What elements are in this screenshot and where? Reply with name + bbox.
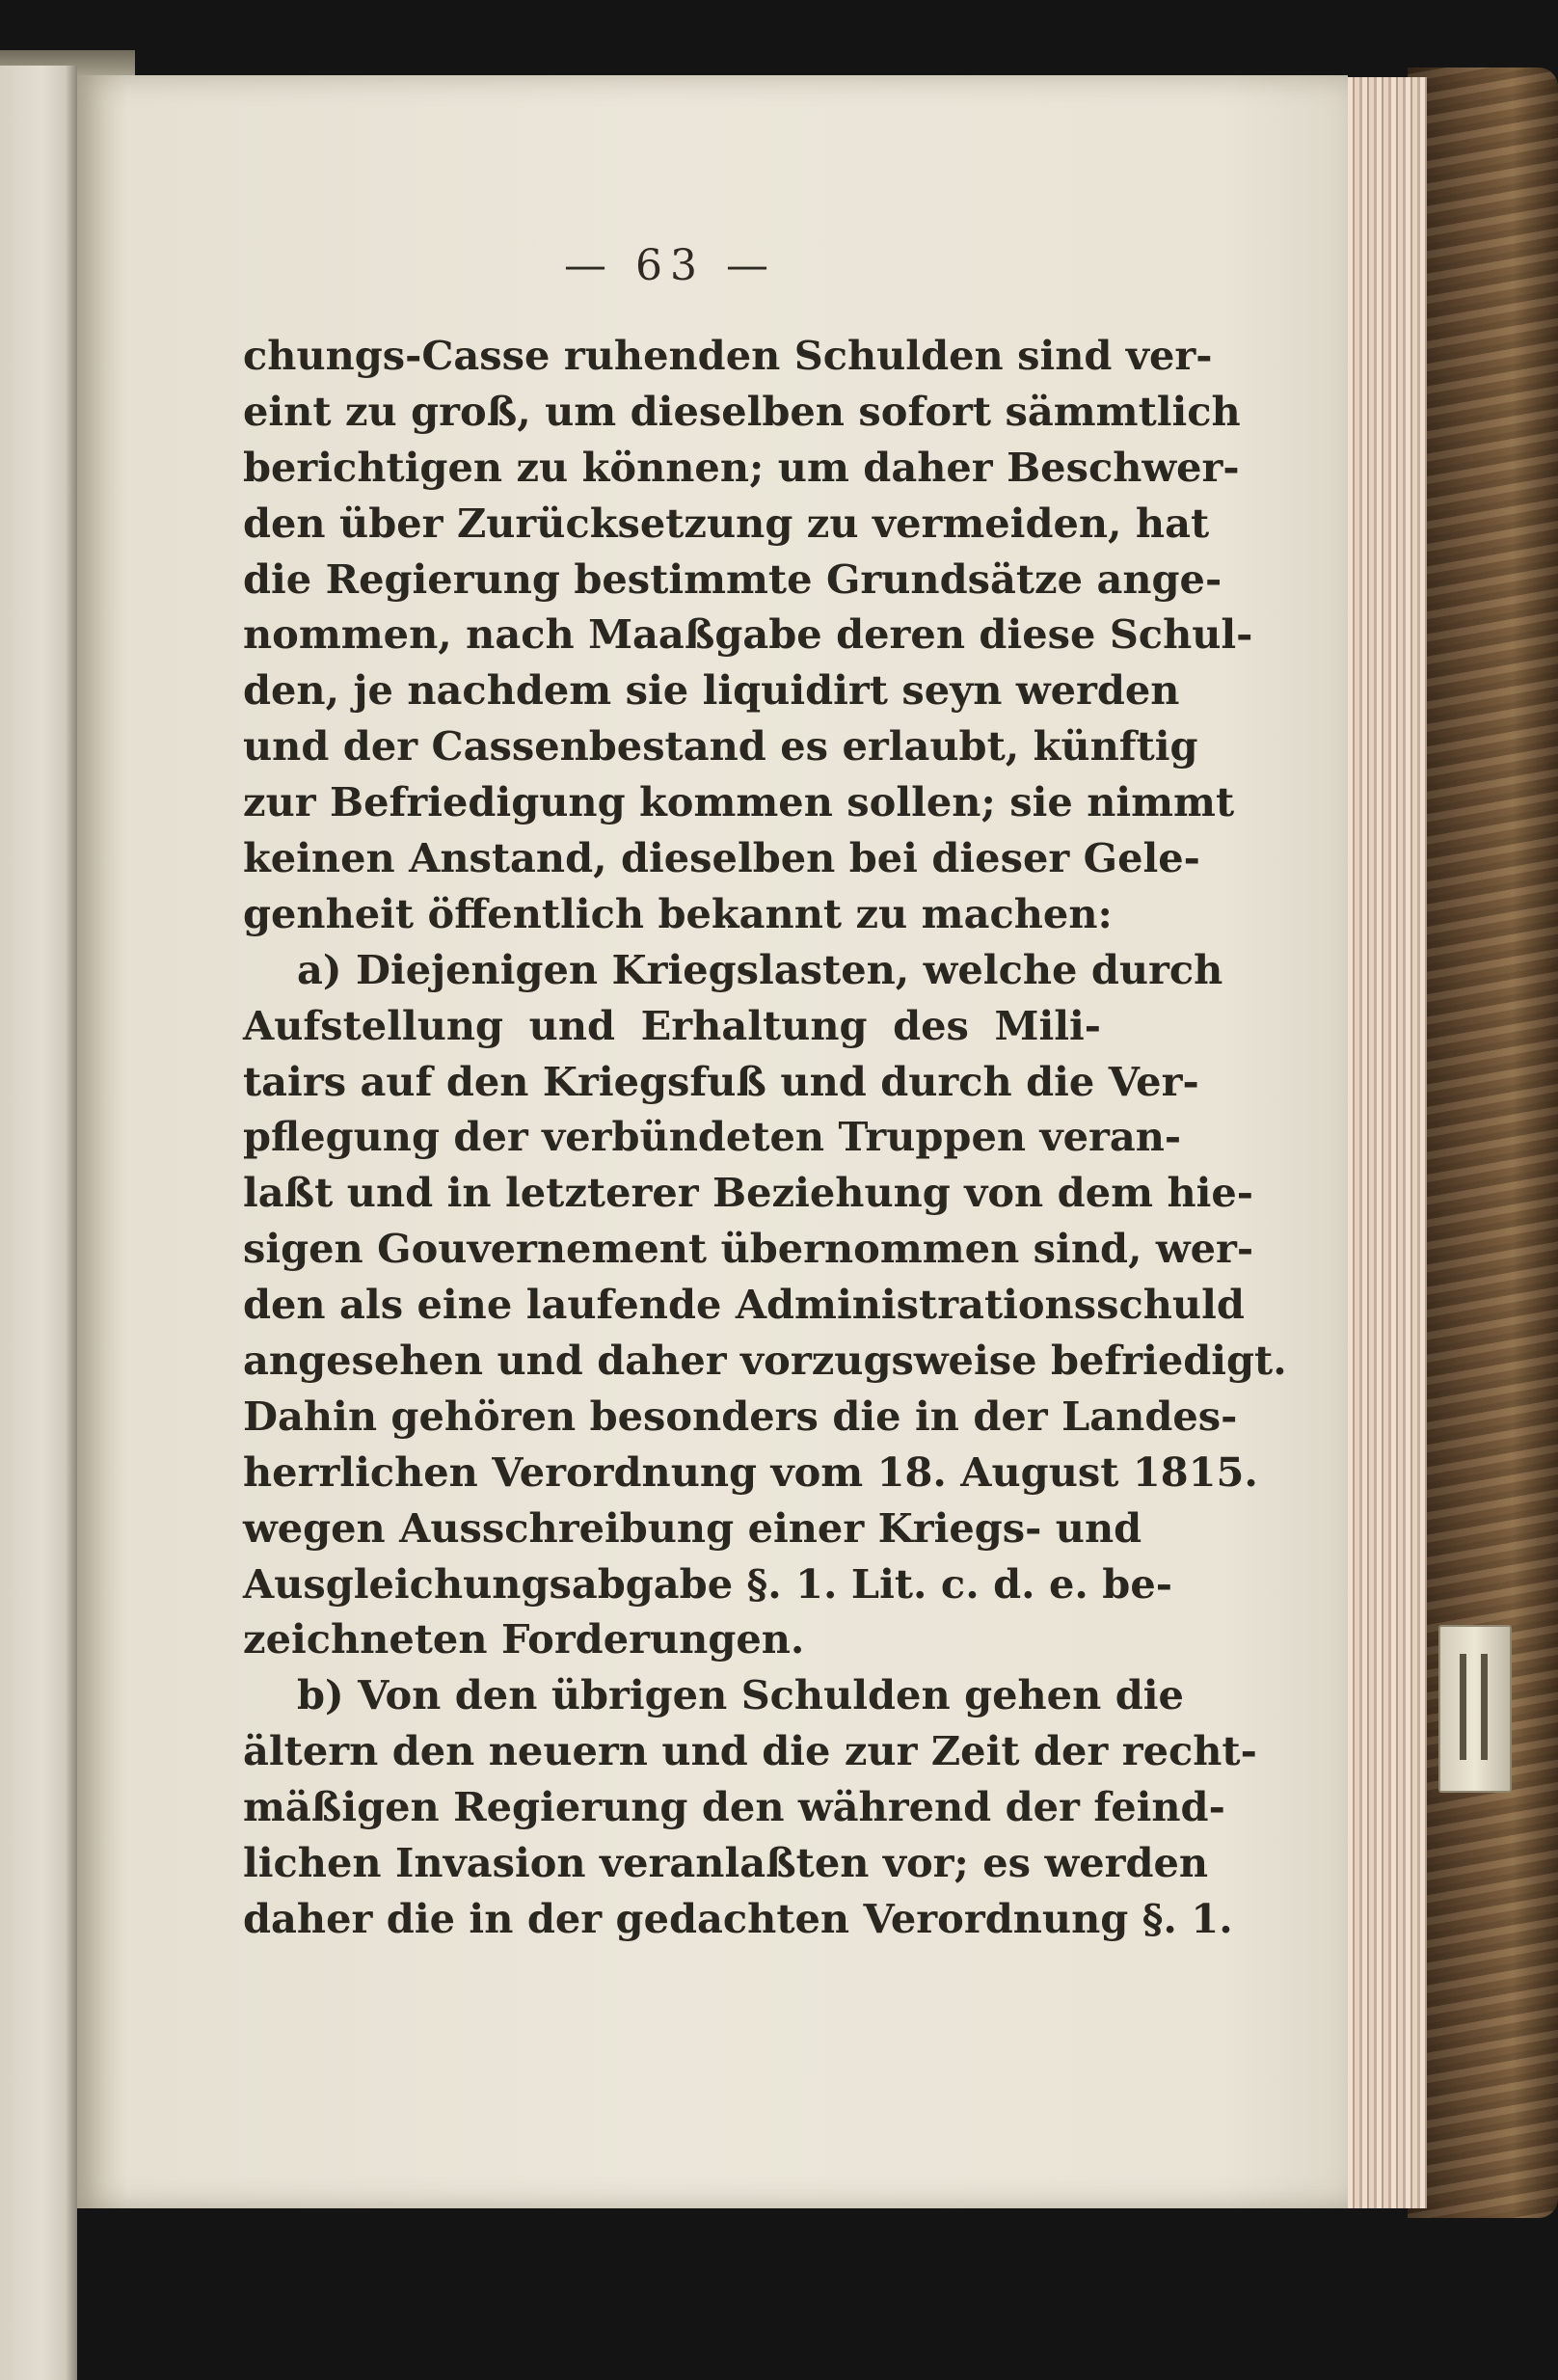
text-line: b) Von den übrigen Schulden gehen die [297,1671,1184,1719]
text-line: Ausgleichungsabgabe §. 1. Lit. c. d. e. be- [243,1559,1172,1608]
text-line: ältern den neuern und die zur Zeit der recht- [243,1727,1257,1775]
book-cover-edge [1408,68,1558,2218]
page-text [243,328,1287,1947]
text-line: eint zu groß, um dieselben sofort sämmtlich [243,387,1241,435]
text-line: wegen Ausschreibung einer Kriegs- und [243,1503,1142,1552]
text-line: chungs-Casse ruhenden Schulden sind ver- [243,332,1213,379]
text-line: keinen Anstand, dieselben bei dieser Gele- [243,834,1200,882]
text-line: lichen Invasion veranlaßten vor; es werden [243,1839,1209,1887]
text-line: a) Diejenigen Kriegslasten, welche durch [297,945,1223,993]
text-line: herrlichen Verordnung vom 18. August 1815. [243,1447,1258,1496]
page-stack [1340,77,1427,2208]
text-line: angesehen und daher vorzugsweise befriedigt. [243,1337,1287,1385]
text-line: pflegung der verbündeten Truppen veran- [243,1113,1182,1161]
text-line: Aufstellung und Erhaltung des Mili- [243,1001,1101,1049]
text-line: und der Cassenbestand es erlaubt, künftig [243,722,1198,771]
text-line: mäßigen Regierung den während der feind- [243,1783,1225,1831]
text-line: den als eine laufende Administrationsschuld [243,1281,1245,1329]
text-line: sigen Gouvernement übernommen sind, wer- [243,1225,1254,1273]
page-number: — 63 — [564,241,776,290]
text-line: zeichneten Forderungen. [243,1615,805,1663]
text-line: den über Zurücksetzung zu vermeiden, hat [243,499,1210,547]
text-line: berichtigen zu können; um daher Beschwer- [243,443,1240,491]
left-page-edge [0,66,77,2380]
text-line: nommen, nach Maaßgabe deren diese Schul- [243,610,1253,659]
text-line: den, je nachdem sie liquidirt seyn werden [243,666,1180,715]
text-line: daher die in der gedachten Verordnung §. 1. [243,1894,1233,1942]
text-line: tairs auf den Kriegsfuß und durch die Ver- [243,1057,1199,1105]
text-line: genheit öffentlich bekannt zu machen: [243,889,1113,937]
text-line: laßt und in letzterer Beziehung von dem hie- [243,1169,1254,1217]
text-line: zur Befriedigung kommen sollen; sie nimmt [243,778,1235,826]
bookmark-tab [1438,1625,1512,1793]
text-line: die Regierung bestimmte Grundsätze ange- [243,554,1222,603]
text-line: Dahin gehören besonders die in der Landes- [243,1392,1238,1440]
